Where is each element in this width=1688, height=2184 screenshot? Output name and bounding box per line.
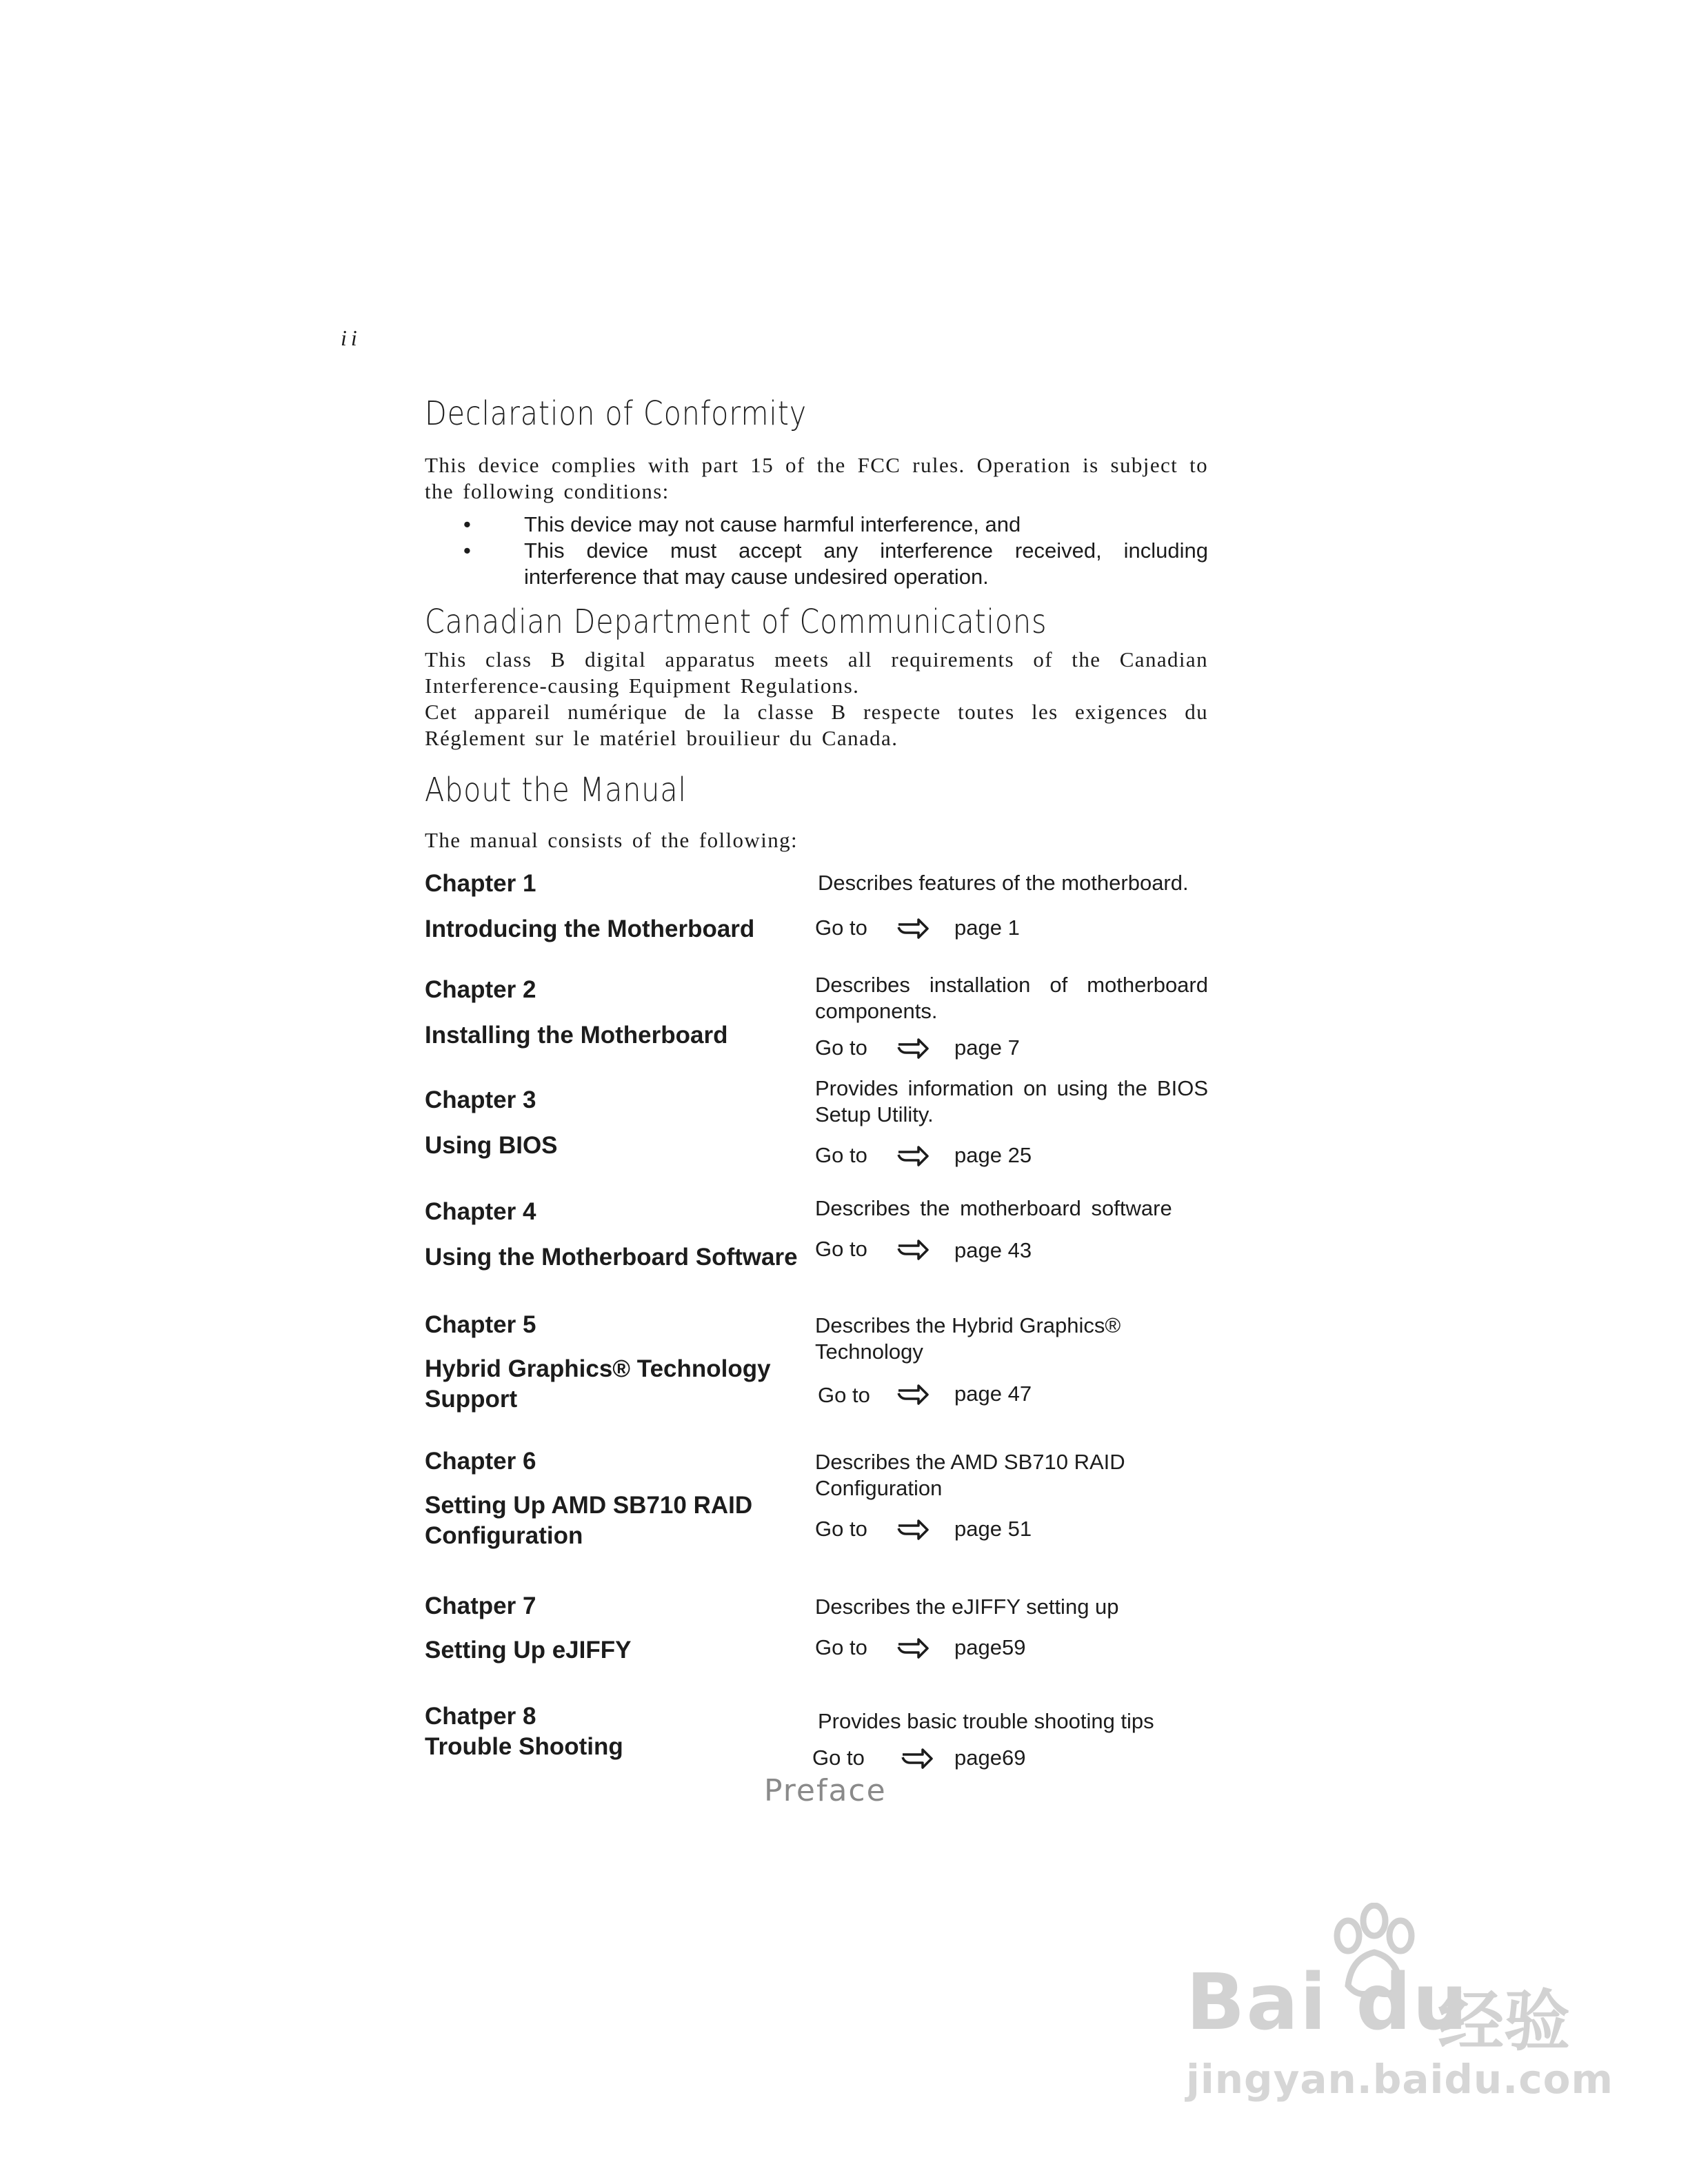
chapter-8-number: Chatper 8 — [425, 1703, 536, 1730]
declaration-bullet-1: This device may not cause harmful interference, and — [524, 512, 1021, 536]
chapter-6-description: Describes the AMD SB710 RAID Configuration — [815, 1450, 1125, 1500]
chapter-6-title: Setting Up AMD SB710 RAID Configuration — [425, 1492, 753, 1549]
chapter-7-goto: Go to — [815, 1635, 867, 1659]
chapter-1-description: Describes features of the motherboard. — [818, 871, 1189, 895]
chapter-2-number: Chapter 2 — [425, 976, 536, 1003]
canadian-para-1: This class B digital apparatus meets all requirements of the Canadian Interference-causing Equipment Regulations. — [425, 647, 1208, 698]
chapter-1-page[interactable]: page 1 — [954, 916, 1020, 940]
chapter-5-goto: Go to — [818, 1383, 870, 1407]
chapter-4-description: Describes the motherboard software — [815, 1196, 1172, 1220]
chapter-7-description: Describes the eJIFFY setting up — [815, 1595, 1119, 1619]
chapter-2-description: Describes installation of motherboard components. — [815, 973, 1208, 1023]
chapter-2-goto: Go to — [815, 1035, 867, 1060]
chapter-3-description: Provides information on using the BIOS Setup Utility. — [815, 1076, 1208, 1126]
chapter-5-page[interactable]: page 47 — [954, 1382, 1032, 1406]
declaration-bullet-2: This device must accept any interference received, including interference that may cause undesired operation. — [524, 538, 1208, 589]
right-arrow-icon — [896, 1637, 930, 1660]
page-number: ii — [341, 325, 361, 350]
declaration-intro: This device complies with part 15 of the FCC rules. Operation is subject to the following conditions: — [425, 453, 1208, 503]
chapter-4-goto: Go to — [815, 1237, 867, 1261]
chapter-8-title: Trouble Shooting — [425, 1733, 623, 1760]
right-arrow-icon — [896, 1238, 930, 1262]
right-arrow-icon — [901, 1747, 934, 1770]
bullet-dot-1: • — [463, 512, 471, 536]
chapter-3-title: Using BIOS — [425, 1132, 558, 1159]
watermark-url: jingyan.baidu.com — [1186, 2056, 1614, 2103]
right-arrow-icon — [896, 1518, 930, 1541]
chapter-6-goto: Go to — [815, 1517, 867, 1541]
canadian-heading: Canadian Department of Communications — [425, 603, 1047, 641]
chapter-7-number: Chatper 7 — [425, 1593, 536, 1619]
chapter-3-number: Chapter 3 — [425, 1086, 536, 1113]
canadian-para-2: Cet appareil numérique de la classe B respecte toutes les exigences du Réglement sur le matériel brouilieur du Canada. — [425, 700, 1208, 750]
chapter-4-number: Chapter 4 — [425, 1198, 536, 1225]
chapter-1-number: Chapter 1 — [425, 870, 536, 897]
chapter-8-description: Provides basic trouble shooting tips — [818, 1709, 1154, 1733]
chapter-5-description: Describes the Hybrid Graphics® Technology — [815, 1313, 1121, 1364]
chapter-4-title: Using the Motherboard Software — [425, 1244, 798, 1271]
watermark-brand-cn: 经验 — [1438, 1983, 1570, 2060]
chapter-5-title: Hybrid Graphics® Technology Support — [425, 1355, 771, 1413]
chapter-2-page[interactable]: page 7 — [954, 1035, 1020, 1060]
right-arrow-icon — [896, 1037, 930, 1060]
chapter-1-goto: Go to — [815, 916, 867, 940]
manual-heading: About the Manual — [425, 771, 687, 809]
right-arrow-icon — [896, 1144, 930, 1168]
chapter-7-page[interactable]: page59 — [954, 1635, 1026, 1659]
chapter-1-title: Introducing the Motherboard — [425, 916, 755, 942]
watermark — [1186, 1903, 1614, 2110]
right-arrow-icon — [896, 917, 930, 940]
chapter-3-page[interactable]: page 25 — [954, 1143, 1032, 1167]
chapter-3-goto: Go to — [815, 1143, 867, 1167]
chapter-8-goto: Go to — [812, 1746, 865, 1770]
right-arrow-icon — [896, 1383, 930, 1406]
chapter-6-page[interactable]: page 51 — [954, 1517, 1032, 1541]
declaration-heading: Declaration of Conformity — [425, 394, 807, 433]
chapter-8-page[interactable]: page69 — [954, 1746, 1026, 1770]
manual-intro: The manual consists of the following: — [425, 828, 798, 852]
chapter-6-number: Chapter 6 — [425, 1448, 536, 1475]
chapter-5-number: Chapter 5 — [425, 1311, 536, 1338]
page-footer: Preface — [764, 1773, 887, 1808]
watermark-brand: Bai du — [1186, 1958, 1469, 2048]
chapter-2-title: Installing the Motherboard — [425, 1022, 728, 1049]
chapter-7-title: Setting Up eJIFFY — [425, 1637, 632, 1664]
bullet-dot-2: • — [463, 538, 471, 563]
chapter-4-page[interactable]: page 43 — [954, 1238, 1032, 1262]
